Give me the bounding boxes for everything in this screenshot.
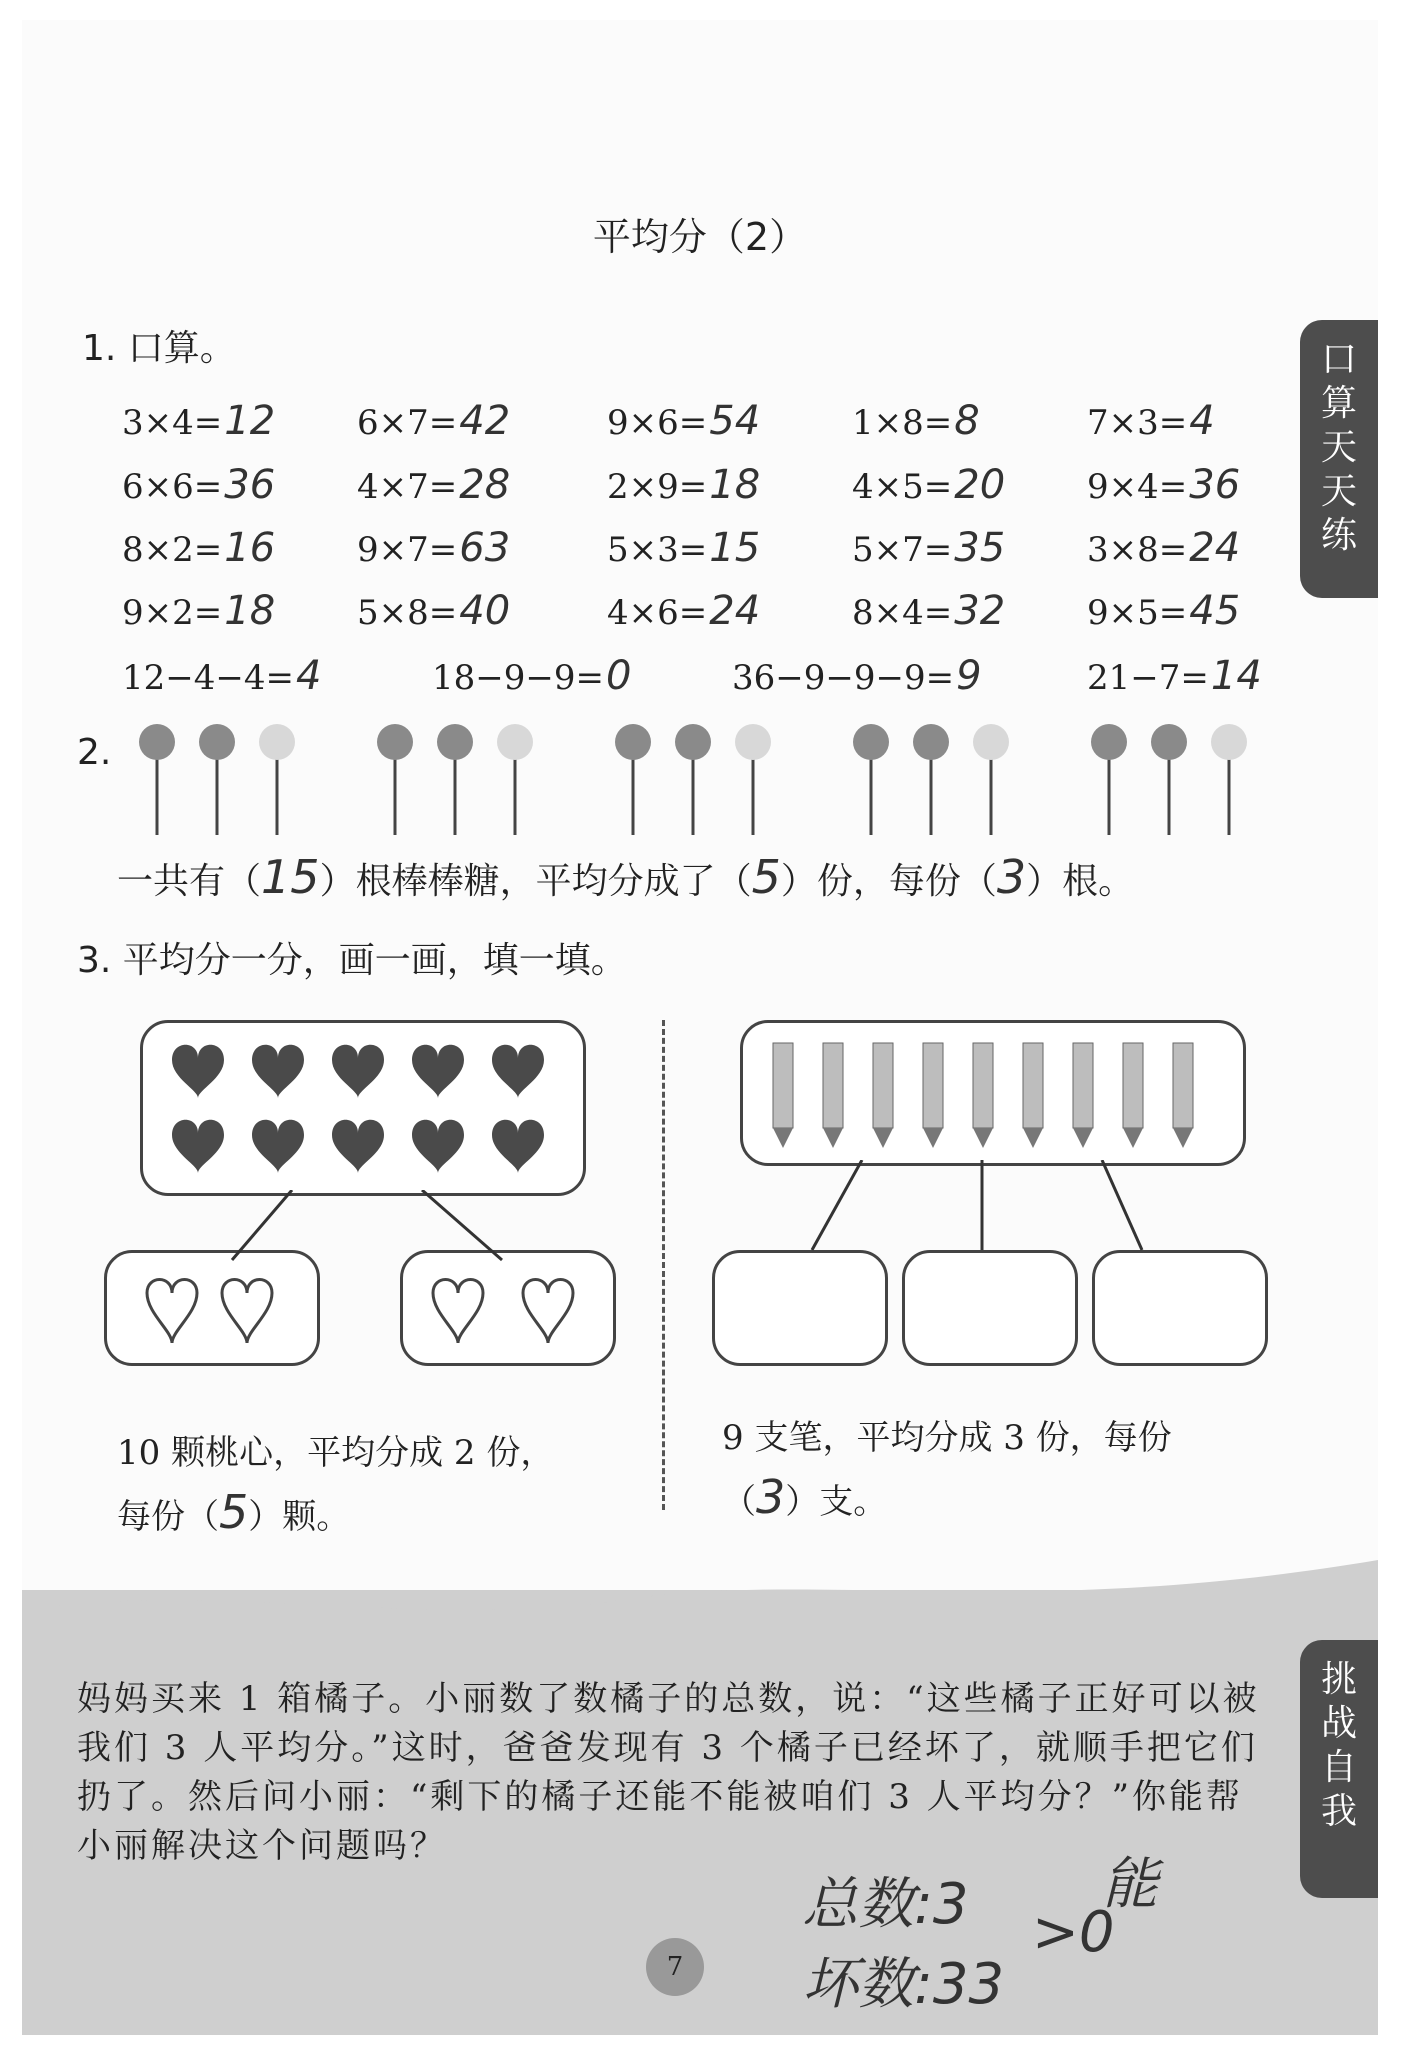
q1-label: 1. 口算。 <box>82 328 236 369</box>
q2-label: 2. <box>77 732 112 773</box>
q2-answer-groups: 5 <box>751 850 781 904</box>
lollipop-icon <box>675 724 711 760</box>
handwritten-answer: 能 <box>1102 1852 1158 1917</box>
equation-answer: 40 <box>459 588 511 634</box>
equation <box>852 462 1005 508</box>
q3-text: 每份（ <box>117 1497 219 1537</box>
tab-char: 天 <box>1320 471 1357 512</box>
equation <box>122 398 275 444</box>
equation <box>357 398 510 444</box>
equation-expression: 8×4= <box>852 593 953 633</box>
equation-answer: 42 <box>459 398 511 444</box>
equation <box>432 653 631 699</box>
pencil-tip <box>923 1128 943 1148</box>
equation-answer: 63 <box>459 525 511 571</box>
equation <box>357 588 510 634</box>
hearts-illustration <box>143 1023 583 1193</box>
handwritten-compare: >0 <box>1032 1900 1115 1965</box>
pencils-group-3 <box>1092 1250 1268 1366</box>
lollipop-icon <box>139 724 175 760</box>
equation-expression: 1×8= <box>852 403 953 443</box>
equation-answer: 36 <box>224 462 276 508</box>
tab-challenge <box>1300 1640 1378 1898</box>
equation-answer: 36 <box>1189 462 1241 508</box>
tab-char: 练 <box>1320 515 1357 556</box>
equation-expression: 9×4= <box>1087 467 1188 507</box>
pencil-icon <box>823 1043 843 1128</box>
lollipop-icon <box>259 724 295 760</box>
equation <box>732 653 982 699</box>
pencil-icon <box>1123 1043 1143 1128</box>
equation-answer: 18 <box>709 462 761 508</box>
equation-expression: 9×7= <box>357 530 458 570</box>
q3-text: （ <box>722 1482 756 1522</box>
q3-left-line2 <box>117 1485 350 1539</box>
q3-text: ）颗。 <box>248 1497 351 1537</box>
tab-oral-practice <box>1300 320 1378 598</box>
lollipop-icon <box>853 724 889 760</box>
pencil-icon <box>1173 1043 1193 1128</box>
equation <box>852 398 980 444</box>
pencil-tip <box>973 1128 993 1148</box>
heart-icon <box>332 1045 384 1098</box>
page-number: 7 <box>646 1938 704 1996</box>
equation-expression: 6×6= <box>122 467 223 507</box>
equation-expression: 4×6= <box>607 593 708 633</box>
equation-expression: 9×2= <box>122 593 223 633</box>
equation-answer: 54 <box>709 398 761 444</box>
q2-answer-total: 15 <box>261 850 320 904</box>
workbook-page <box>22 20 1378 2035</box>
pencil-icon <box>873 1043 893 1128</box>
pencil-tip <box>1173 1128 1193 1148</box>
equation-expression: 5×7= <box>852 530 953 570</box>
equation-answer: 32 <box>954 588 1006 634</box>
q2-text: ）根棒棒糖，平均分成了（ <box>319 861 752 902</box>
pencil-icon <box>1073 1043 1093 1128</box>
equation-answer: 28 <box>459 462 511 508</box>
equation-expression: 3×4= <box>122 403 223 443</box>
equation <box>607 462 760 508</box>
equation <box>357 525 510 571</box>
lollipops-illustration <box>112 720 1312 840</box>
q2-text: 一共有（ <box>117 861 262 902</box>
equation-answer: 24 <box>1189 525 1241 571</box>
equation-expression: 21−7= <box>1087 658 1209 698</box>
wave-divider <box>22 1550 1378 1630</box>
tab-char: 口 <box>1320 339 1357 380</box>
equation <box>122 462 275 508</box>
lollipop-icon <box>735 724 771 760</box>
equation <box>122 588 275 634</box>
equation-expression: 4×7= <box>357 467 458 507</box>
q2-sentence <box>117 850 1134 904</box>
equation-answer: 18 <box>224 588 276 634</box>
equation-expression: 9×6= <box>607 403 708 443</box>
heart-icon <box>492 1045 544 1098</box>
equation <box>1087 398 1215 444</box>
equation <box>852 588 1005 634</box>
equation <box>607 588 760 634</box>
tab-char: 挑 <box>1320 1659 1357 1700</box>
equation <box>1087 653 1262 699</box>
equation-expression: 36−9−9−9= <box>732 658 955 698</box>
pencil-icon <box>973 1043 993 1128</box>
pencil-tip <box>823 1128 843 1148</box>
heart-icon <box>172 1045 224 1098</box>
equation-answer: 4 <box>1189 398 1215 444</box>
q3-label: 3. 平均分一分，画一画，填一填。 <box>77 940 627 981</box>
lollipop-icon <box>913 724 949 760</box>
equation-expression: 6×7= <box>357 403 458 443</box>
heart-icon <box>332 1120 384 1173</box>
pencil-tip <box>1123 1128 1143 1148</box>
equation <box>1087 525 1240 571</box>
heart-icon <box>412 1045 464 1098</box>
arrows-right <box>782 1160 1182 1255</box>
equation-answer: 45 <box>1189 588 1241 634</box>
equation <box>852 525 1005 571</box>
pencil-tip <box>1023 1128 1043 1148</box>
equation <box>1087 588 1240 634</box>
pencil-tip <box>873 1128 893 1148</box>
equation-expression: 2×9= <box>607 467 708 507</box>
equation <box>607 398 760 444</box>
lollipop-icon <box>615 724 651 760</box>
equation-answer: 16 <box>224 525 276 571</box>
equation-answer: 9 <box>956 653 982 699</box>
lollipop-icon <box>973 724 1009 760</box>
equation-answer: 15 <box>709 525 761 571</box>
equation <box>122 653 321 699</box>
tab-char: 战 <box>1320 1703 1357 1744</box>
lollipop-icon <box>1151 724 1187 760</box>
equation-expression: 18−9−9= <box>432 658 604 698</box>
equation <box>1087 462 1240 508</box>
pencil-tip <box>1073 1128 1093 1148</box>
equation <box>607 525 760 571</box>
equation-expression: 12−4−4= <box>122 658 294 698</box>
heart-icon <box>252 1120 304 1173</box>
hearts-box <box>140 1020 586 1196</box>
equation-expression: 8×2= <box>122 530 223 570</box>
pencil-icon <box>923 1043 943 1128</box>
equation-answer: 24 <box>709 588 761 634</box>
heart-icon <box>492 1120 544 1173</box>
equation-expression: 5×3= <box>607 530 708 570</box>
pencils-illustration <box>743 1023 1243 1163</box>
q2-text: ）根。 <box>1026 861 1135 902</box>
pencils-group-2 <box>902 1250 1078 1366</box>
q3-right-answer: 3 <box>756 1470 786 1524</box>
heart-icon <box>252 1045 304 1098</box>
tab-char: 算 <box>1320 383 1357 424</box>
pencil-icon <box>1023 1043 1043 1128</box>
lollipop-icon <box>1211 724 1247 760</box>
lollipop-icon <box>437 724 473 760</box>
equation-answer: 8 <box>954 398 980 444</box>
lollipop-icon <box>199 724 235 760</box>
challenge-text: 妈妈买来 1 箱橘子。小丽数了数橘子的总数，说：“这些橘子正好可以被我们 3 人平均分。”这时，爸爸发现有 3 个橘子已经坏了，就顺手把它们扔了。然后问小丽：“剩下的橘子还能不能被咱们 3 人平均分？”你能帮小丽解决这个问题吗？ <box>77 1679 1260 1866</box>
handwritten-bad: 坏数:33 <box>802 1952 1005 2017</box>
pencils-box <box>740 1020 1246 1166</box>
equation-answer: 4 <box>296 653 322 699</box>
heart-icon <box>412 1120 464 1173</box>
pencils-group-1 <box>712 1250 888 1366</box>
equation-answer: 14 <box>1210 653 1262 699</box>
divider-dashed <box>662 1020 665 1510</box>
arrows-left <box>172 1190 572 1270</box>
equation <box>357 462 510 508</box>
handwritten-total: 总数:3 <box>802 1872 969 1937</box>
q2-answer-each: 3 <box>996 850 1027 904</box>
tab-char: 我 <box>1320 1791 1357 1832</box>
equation-answer: 0 <box>606 653 632 699</box>
q3-text: ）支。 <box>785 1482 888 1522</box>
pencil-icon <box>773 1043 793 1128</box>
page-title: 平均分（2） <box>592 215 808 259</box>
q3-right-line2 <box>722 1470 887 1524</box>
equation-expression: 9×5= <box>1087 593 1188 633</box>
q3-right-line1: 9 支笔，平均分成 3 份，每份 <box>722 1418 1172 1458</box>
equation-expression: 7×3= <box>1087 403 1188 443</box>
equation-expression: 5×8= <box>357 593 458 633</box>
tab-char: 自 <box>1320 1747 1357 1788</box>
equation-expression: 4×5= <box>852 467 953 507</box>
heart-icon <box>172 1120 224 1173</box>
q2-text: ）份，每份（ <box>780 861 997 902</box>
lollipop-icon <box>377 724 413 760</box>
pencil-tip <box>773 1128 793 1148</box>
equation-answer: 20 <box>954 462 1006 508</box>
tab-char: 天 <box>1320 427 1357 468</box>
equation-answer: 12 <box>224 398 276 444</box>
equation-expression: 3×8= <box>1087 530 1188 570</box>
equation-answer: 35 <box>954 525 1006 571</box>
q3-left-line1: 10 颗桃心，平均分成 2 份， <box>117 1433 555 1473</box>
equation <box>122 525 275 571</box>
q3-left-answer: 5 <box>219 1485 249 1539</box>
lollipop-icon <box>1091 724 1127 760</box>
lollipop-icon <box>497 724 533 760</box>
